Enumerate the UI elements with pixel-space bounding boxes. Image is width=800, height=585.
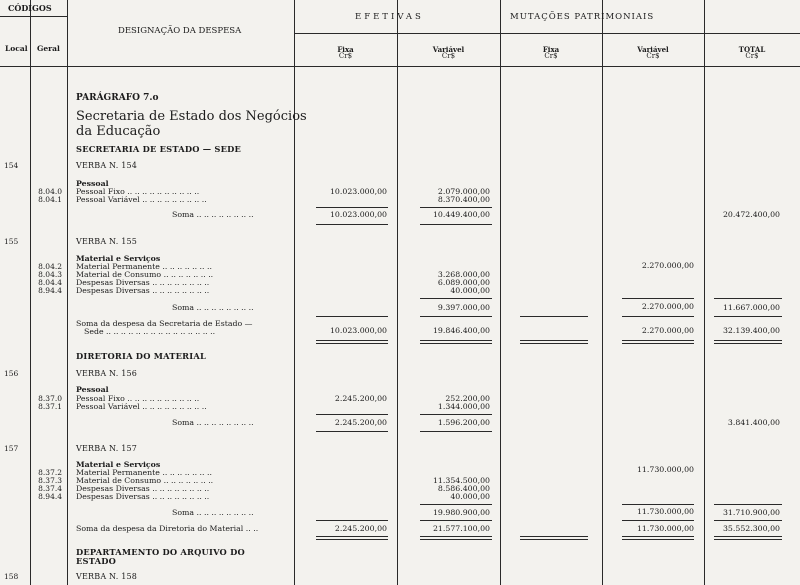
header-efetivas: EFETIVAS	[355, 12, 424, 22]
verba-157-row3-desc: Despesas Diversas .. .. .. .. .. .. .. ..	[76, 484, 210, 493]
verba-155-row4-code: 8.94.4	[38, 286, 62, 295]
verba-157-row2-ef-var: 11.354.500,00	[432, 476, 490, 485]
soma-sede-rule-total	[714, 340, 782, 344]
verba-157-row4-desc-text: Despesas Diversas	[76, 492, 150, 501]
verba-155-row3-desc-text: Despesas Diversas	[76, 278, 150, 287]
verba-157-soma-row: Soma .. .. .. .. .. .. .. ..	[172, 508, 254, 517]
soma-sede-rule-fixa	[316, 340, 388, 344]
verba-154-rule-var	[420, 207, 492, 208]
verba-154-local: 154	[4, 161, 19, 170]
verba-154-soma-var: 10.449.400,00	[432, 210, 490, 219]
verba-155-rule-total	[714, 298, 782, 299]
verba-155-row1-desc-text: Material Permanente	[76, 262, 160, 271]
verba-156-row1-desc: Pessoal Fixo .. .. .. .. .. .. .. .. .. ..	[76, 394, 200, 403]
soma-material-rule-mutfixa	[520, 536, 588, 540]
verba-157-row1-desc: Material Permanente .. .. .. .. .. .. ..	[76, 468, 212, 477]
verba-154-soma-label: Soma	[172, 210, 195, 219]
verba-157-rule-var	[420, 504, 492, 505]
soma-sede-rule-var	[420, 340, 492, 344]
soma-material-total: 35.552.300,00	[722, 524, 780, 533]
soma-material-rule-fixa	[316, 536, 388, 540]
verba-158-local: 158	[4, 572, 19, 581]
verba-157-rule-mut-var	[622, 504, 694, 505]
verba-155-rule-mutfixa-2	[520, 316, 588, 317]
verba-155-rule-var	[420, 298, 492, 299]
header-mut-fixa-currency: Cr$	[544, 52, 558, 61]
header-geral: Geral	[37, 44, 60, 53]
verba-157-label: VERBA N. 157	[76, 444, 138, 453]
verba-157-rule-mutvar-2	[622, 520, 694, 521]
verba-156-soma-label: Soma	[172, 418, 195, 427]
verba-155-row1-code: 8.04.2	[38, 262, 62, 271]
verba-155-local: 155	[4, 237, 19, 246]
verba-157-row1-desc-text: Material Permanente	[76, 468, 160, 477]
verba-156-rule-fixa	[316, 414, 388, 415]
header-mut-variavel	[602, 46, 704, 61]
verba-157-row4-code: 8.94.4	[38, 492, 62, 501]
verba-156-group: Pessoal	[76, 385, 109, 394]
header-ef-fixa-currency: Cr$	[338, 52, 353, 61]
verba-154-label: VERBA N. 154	[76, 161, 138, 170]
soma-material-var: 21.577.100,00	[432, 524, 490, 533]
header-mut-fixa-label: Fixa	[542, 45, 560, 54]
header-ef-fixa	[294, 46, 397, 61]
verba-155-rule-mutvar-2	[622, 316, 694, 317]
verba-156-row1-desc-text: Pessoal Fixo	[76, 394, 125, 403]
soma-sede-line2: Sede .. .. .. .. .. .. .. .. .. .. .. .. .. .. ..	[84, 327, 216, 336]
header-mutacoes: MUTAÇÕES PATRIMONIAIS	[510, 12, 655, 22]
soma-sede-fixa: 10.023.000,00	[329, 326, 387, 335]
soma-sede-total: 32.139.400,00	[722, 326, 780, 335]
verba-155-row3-desc: Despesas Diversas .. .. .. .. .. .. .. ..	[76, 278, 210, 287]
verba-154-row1-desc-text: Pessoal Fixo	[76, 187, 125, 196]
verba-156-soma-var: 1.596.200,00	[437, 418, 490, 427]
section-arquivo-line2: ESTADO	[76, 556, 117, 566]
verba-155-row4-desc: Despesas Diversas .. .. .. .. .. .. .. ..	[76, 286, 210, 295]
header-ef-fixa-label: Fixa	[337, 45, 354, 54]
verba-157-rule-fixa-2	[316, 520, 388, 521]
verba-157-rule-total	[714, 504, 782, 505]
verba-154-row1-ef-fixa: 10.023.000,00	[329, 187, 387, 196]
soma-material-rule-total	[714, 536, 782, 540]
verba-157-row4-ef-var: 40.000,00	[450, 492, 490, 501]
section-diretoria-material: DIRETORIA DO MATERIAL	[76, 351, 207, 361]
verba-155-row1-desc: Material Permanente .. .. .. .. .. .. ..	[76, 262, 212, 271]
verba-156-row2-desc: Pessoal Variável .. .. .. .. .. .. .. .. ..	[76, 402, 207, 411]
verba-157-row2-desc-text: Material de Consumo	[76, 476, 162, 485]
soma-material-fixa: 2.245.200,00	[334, 524, 387, 533]
soma-sede-rule-mutvar	[622, 340, 694, 344]
header-rule-bottom	[0, 66, 800, 67]
verba-157-row2-desc: Material de Consumo .. .. .. .. .. .. ..	[76, 476, 214, 485]
verba-154-group: Pessoal	[76, 179, 109, 188]
header-designacao: DESIGNAÇÃO DA DESPESA	[118, 26, 242, 36]
verba-156-soma-row: Soma .. .. .. .. .. .. .. ..	[172, 418, 254, 427]
verba-155-soma-var: 9.397.000,00	[437, 303, 490, 312]
soma-material-rule-mutvar	[622, 536, 694, 540]
verba-154-rule-fixa-2	[316, 224, 388, 225]
header-ef-variavel	[397, 46, 500, 61]
verba-157-soma-mut-var: 11.730.000,00	[636, 507, 694, 516]
soma-sede-line2-text: Sede	[84, 327, 104, 336]
verba-154-rule-var-2	[420, 224, 492, 225]
verba-155-row3-code: 8.04.4	[38, 278, 62, 287]
soma-sede-mut-var: 2.270.000,00	[641, 326, 694, 335]
verba-154-soma-row: Soma .. .. .. .. .. .. .. ..	[172, 210, 254, 219]
verba-155-row2-desc-text: Material de Consumo	[76, 270, 162, 279]
verba-156-local: 156	[4, 369, 19, 378]
paragraph-number: PARÁGRAFO 7.o	[76, 93, 159, 103]
verba-156-rule-fixa-2	[316, 431, 388, 432]
verba-157-row3-code: 8.37.4	[38, 484, 62, 493]
verba-154-row1-ef-var: 2.079.000,00	[437, 187, 490, 196]
verba-156-row2-ef-var: 1.344.000,00	[437, 402, 490, 411]
verba-157-soma-label: Soma	[172, 508, 195, 517]
secretaria-title-line2: da Educação	[76, 124, 161, 139]
verba-155-soma-label: Soma	[172, 303, 195, 312]
header-total-currency: Cr$	[745, 52, 759, 61]
soma-sede-line1: Soma da despesa da Secretaria de Estado —	[76, 319, 253, 328]
verba-157-row1-mut-var: 11.730.000,00	[636, 465, 694, 474]
verba-154-row2-desc: Pessoal Variável .. .. .. .. .. .. .. .. ..	[76, 195, 207, 204]
verba-155-row2-ef-var: 3.268.000,00	[437, 270, 490, 279]
header-mut-variavel-label: Variável	[637, 45, 669, 54]
verba-156-rule-var-2	[420, 431, 492, 432]
verba-155-rule-total-2	[714, 316, 782, 317]
verba-156-soma-fixa: 2.245.200,00	[334, 418, 387, 427]
verba-155-label: VERBA N. 155	[76, 237, 138, 246]
verba-154-rule-fixa	[316, 207, 388, 208]
soma-material-mut-var: 11.730.000,00	[636, 524, 694, 533]
verba-157-soma-var: 19.980.900,00	[432, 508, 490, 517]
col-rule-designacao	[294, 0, 295, 585]
verba-157-row3-ef-var: 8.586.400,00	[437, 484, 490, 493]
verba-157-soma-total: 31.710.900,00	[722, 508, 780, 517]
col-rule-geral	[67, 0, 68, 585]
header-ef-variavel-label: Variável	[432, 45, 465, 54]
verba-157-local: 157	[4, 444, 19, 453]
verba-155-rule-mut-var	[622, 298, 694, 299]
verba-156-soma-total: 3.841.400,00	[727, 418, 780, 427]
verba-155-row3-ef-var: 6.089.000,00	[437, 278, 490, 287]
header-codigos: CÓDIGOS	[8, 3, 52, 13]
soma-material-row: Soma da despesa da Diretoria do Material .. ..	[76, 524, 259, 533]
section-arquivo-line1: DEPARTAMENTO DO ARQUIVO DO	[76, 547, 245, 557]
header-total-label: TOTAL	[738, 45, 766, 54]
secretaria-title-line1: Secretaria de Estado dos Negócios	[76, 109, 307, 124]
verba-156-label: VERBA N. 156	[76, 369, 138, 378]
verba-155-row1-mut-var: 2.270.000,00	[641, 261, 694, 270]
header-ef-variavel-currency: Cr$	[441, 52, 456, 61]
verba-154-soma-total: 20.472.400,00	[722, 210, 780, 219]
header-total	[704, 46, 800, 61]
verba-156-row1-code: 8.37.0	[38, 394, 62, 403]
verba-155-rule-fixa-2	[316, 316, 388, 317]
col-rule-efetivas	[500, 0, 501, 585]
col-rule-mutacoes-mid	[602, 0, 603, 585]
verba-154-row2-ef-var: 8.370.400,00	[437, 195, 490, 204]
header-rule-groups	[294, 33, 800, 34]
soma-material-label: Soma da despesa da Diretoria do Material	[76, 524, 244, 533]
verba-155-row4-desc-text: Despesas Diversas	[76, 286, 150, 295]
verba-156-row1-ef-fixa: 2.245.200,00	[334, 394, 387, 403]
verba-154-soma-fixa: 10.023.000,00	[329, 210, 387, 219]
verba-154-row2-desc-text: Pessoal Variável	[76, 195, 140, 204]
verba-154-row2-code: 8.04.1	[38, 195, 62, 204]
verba-155-soma-total: 11.667.000,00	[722, 303, 780, 312]
verba-157-row4-desc: Despesas Diversas .. .. .. .. .. .. .. ..	[76, 492, 210, 501]
verba-157-group: Material e Serviços	[76, 460, 161, 469]
verba-157-rule-total-2	[714, 520, 782, 521]
section-sede: SECRETARIA DE ESTADO — SEDE	[76, 144, 242, 154]
verba-157-rule-var-2	[420, 520, 492, 521]
verba-155-soma-row: Soma .. .. .. .. .. .. .. ..	[172, 303, 254, 312]
verba-155-soma-mut-var: 2.270.000,00	[641, 302, 694, 311]
verba-155-group: Material e Serviços	[76, 254, 161, 263]
soma-sede-rule-mutfixa	[520, 340, 588, 344]
verba-155-row2-desc: Material de Consumo .. .. .. .. .. .. ..	[76, 270, 214, 279]
verba-156-row2-desc-text: Pessoal Variável	[76, 402, 140, 411]
soma-material-rule-var	[420, 536, 492, 540]
verba-157-row2-code: 8.37.3	[38, 476, 62, 485]
verba-157-row3-desc-text: Despesas Diversas	[76, 484, 150, 493]
header-mut-variavel-currency: Cr$	[646, 52, 660, 61]
soma-sede-var: 19.846.400,00	[432, 326, 490, 335]
verba-154-row1-code: 8.04.0	[38, 187, 62, 196]
verba-155-row2-code: 8.04.3	[38, 270, 62, 279]
header-local: Local	[5, 44, 28, 53]
verba-155-row4-ef-var: 40.000,00	[450, 286, 490, 295]
verba-158-label: VERBA N. 158	[76, 572, 138, 581]
verba-156-row1-ef-var: 252.200,00	[445, 394, 490, 403]
verba-156-rule-var	[420, 414, 492, 415]
header-rule-codigos	[0, 16, 67, 17]
verba-156-row2-code: 8.37.1	[38, 402, 62, 411]
verba-154-row1-desc: Pessoal Fixo .. .. .. .. .. .. .. .. .. ..	[76, 187, 200, 196]
header-mut-fixa	[500, 46, 602, 61]
col-rule-mutacoes	[704, 0, 705, 585]
verba-157-row1-code: 8.37.2	[38, 468, 62, 477]
verba-155-rule-var-2	[420, 316, 492, 317]
